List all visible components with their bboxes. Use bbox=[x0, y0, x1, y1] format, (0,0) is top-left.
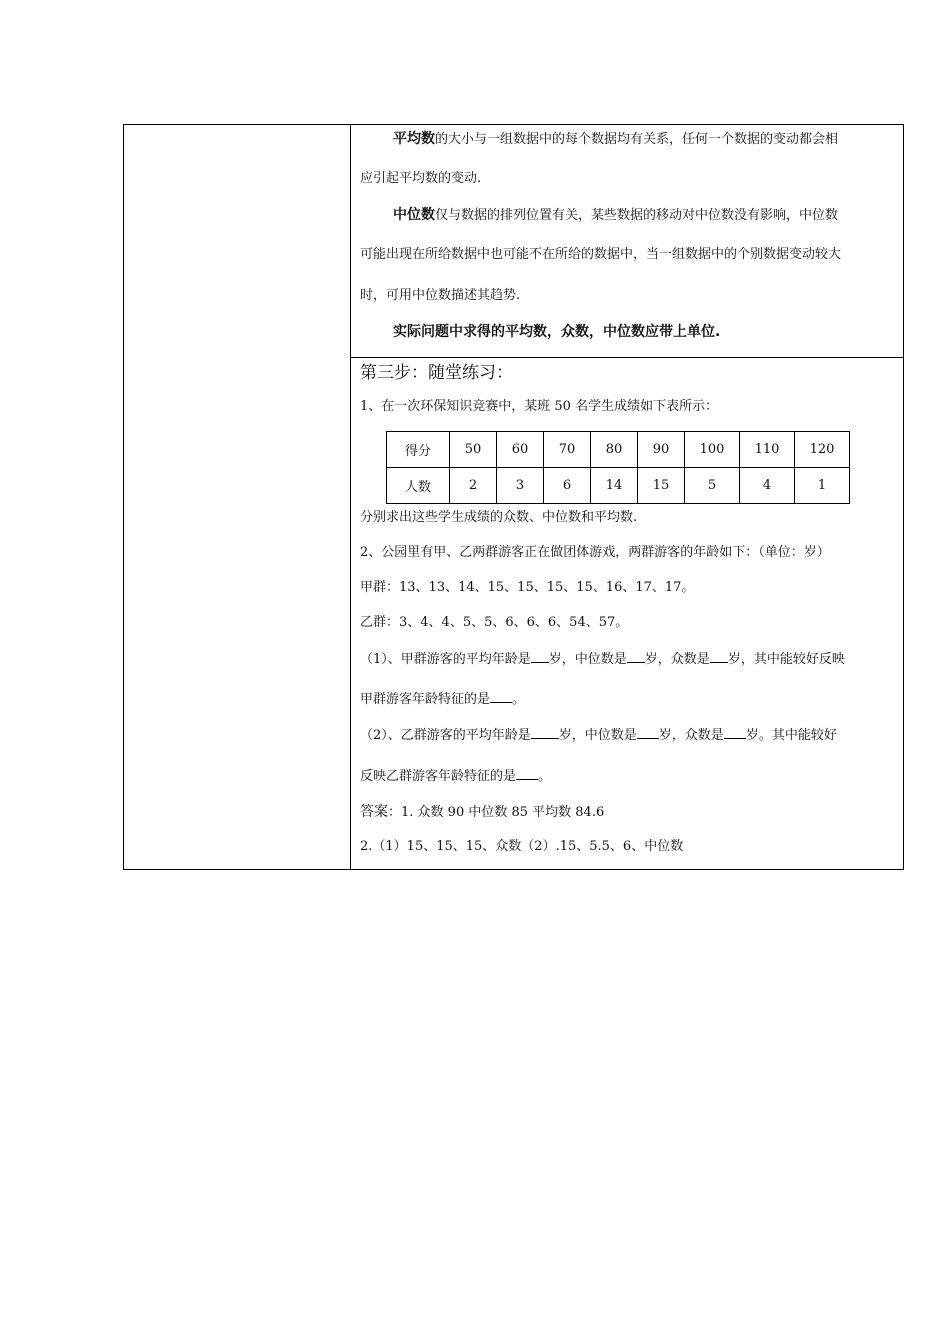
sub-question-2-line2 bbox=[360, 766, 895, 787]
table-cell: 14 bbox=[591, 468, 638, 504]
answer-blank[interactable] bbox=[724, 725, 746, 739]
median-paragraph-line1 bbox=[360, 205, 895, 226]
table-cell: 90 bbox=[638, 432, 685, 468]
sub1-text-b: 岁，中位数是 bbox=[548, 652, 627, 667]
answer-line-1 bbox=[360, 802, 895, 823]
left-column bbox=[124, 125, 351, 869]
table-cell: 80 bbox=[591, 432, 638, 468]
table-cell: 120 bbox=[795, 432, 850, 468]
sub2-text-d: 岁。其中能较好 bbox=[745, 728, 837, 743]
median-keyword: 中位数 bbox=[393, 207, 435, 223]
table-cell: 得分 bbox=[387, 432, 450, 468]
sub2-text-a: （2）、乙群游客的平均年龄是 bbox=[360, 728, 531, 743]
answer-blank[interactable] bbox=[627, 649, 645, 663]
group-a-ages: 甲群：13、13、14、15、15、15、15、16、17、17。 bbox=[360, 580, 695, 595]
table-cell: 1 bbox=[795, 468, 850, 504]
sub2-text-c: 岁，众数是 bbox=[658, 728, 724, 743]
sub1-text-d: 岁，其中能较好反映 bbox=[727, 652, 845, 667]
sub-question-1-line1 bbox=[360, 649, 895, 670]
table-row bbox=[387, 432, 850, 468]
question-2: 2、公园里有甲、乙两群游客正在做团体游戏，两群游客的年龄如下：（单位：岁） bbox=[360, 545, 830, 560]
summary-section bbox=[351, 125, 903, 358]
sub-question-1-line2 bbox=[360, 689, 895, 710]
sub-question-2-line1 bbox=[360, 725, 895, 746]
question-1: 1、在一次环保知识竞赛中，某班 50 名学生成绩如下表所示： bbox=[360, 399, 719, 414]
table-cell: 4 bbox=[740, 468, 795, 504]
answer-blank[interactable] bbox=[710, 649, 728, 663]
sub1-text-f: 。 bbox=[512, 692, 526, 707]
mean-keyword: 平均数 bbox=[393, 131, 435, 147]
median-paragraph-line2: 可能出现在所给数据中也可能不在所给的数据中，当一组数据中的个别数据变动较大 bbox=[360, 247, 842, 262]
answer-blank[interactable] bbox=[516, 766, 538, 780]
sub2-text-b: 岁，中位数是 bbox=[558, 728, 637, 743]
table-cell: 人数 bbox=[387, 468, 450, 504]
median-paragraph-line3: 时，可用中位数描述其趋势. bbox=[360, 288, 521, 303]
practice-heading: 第三步：随堂练习： bbox=[360, 363, 513, 383]
units-note-text: 实际问题中求得的平均数，众数，中位数应带上单位. bbox=[393, 324, 721, 340]
table-row bbox=[387, 468, 850, 504]
mean-paragraph-line2: 应引起平均数的变动. bbox=[360, 171, 482, 186]
table-cell: 2 bbox=[450, 468, 497, 504]
sub2-text-e: 反映乙群游客年龄特征的是 bbox=[360, 769, 517, 784]
table-cell: 6 bbox=[544, 468, 591, 504]
answer-blank[interactable] bbox=[531, 725, 559, 739]
sub1-text-a: （1）、甲群游客的平均年龄是 bbox=[360, 652, 531, 667]
answer-blank[interactable] bbox=[637, 725, 659, 739]
mean-paragraph-line1 bbox=[360, 129, 895, 150]
table-cell: 70 bbox=[544, 432, 591, 468]
table-cell: 60 bbox=[497, 432, 544, 468]
answer-blank[interactable] bbox=[490, 689, 512, 703]
answer-text-1: ：1. 众数 90 中位数 85 平均数 84.6 bbox=[388, 805, 605, 820]
table-cell: 15 bbox=[638, 468, 685, 504]
lesson-table bbox=[123, 124, 904, 870]
group-b-ages: 乙群：3、4、4、5、5、6、6、6、54、57。 bbox=[360, 615, 629, 630]
sub2-text-f: 。 bbox=[538, 769, 552, 784]
units-note bbox=[360, 322, 895, 343]
table-cell: 100 bbox=[685, 432, 740, 468]
answer-line-2: 2.（1）15、15、15、众数（2）.15、5.5、6、中位数 bbox=[360, 839, 684, 854]
sub1-text-c: 岁，众数是 bbox=[644, 652, 710, 667]
table-cell: 50 bbox=[450, 432, 497, 468]
median-paragraph-text: 仅与数据的排列位置有关，某些数据的移动对中位数没有影响，中位数 bbox=[435, 208, 839, 223]
table-cell: 3 bbox=[497, 468, 544, 504]
score-table bbox=[386, 431, 850, 504]
table-cell: 110 bbox=[740, 432, 795, 468]
answer-label: 答案 bbox=[360, 804, 388, 820]
answer-blank[interactable] bbox=[531, 649, 549, 663]
right-column bbox=[351, 125, 903, 869]
practice-section bbox=[351, 358, 903, 869]
question-1-followup: 分别求出这些学生成绩的众数、中位数和平均数. bbox=[360, 510, 638, 525]
mean-paragraph-text: 的大小与一组数据中的每个数据均有关系，任何一个数据的变动都会相 bbox=[435, 132, 839, 147]
sub1-text-e: 甲群游客年龄特征的是 bbox=[360, 692, 491, 707]
table-cell: 5 bbox=[685, 468, 740, 504]
